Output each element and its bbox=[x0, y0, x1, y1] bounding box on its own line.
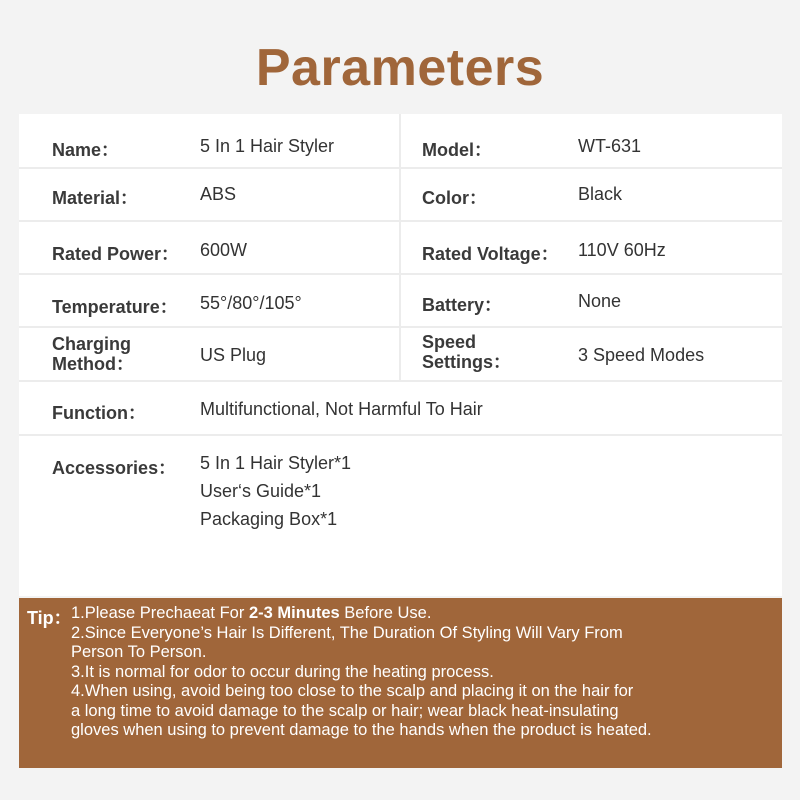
name-value: 5 In 1 Hair Styler bbox=[200, 136, 335, 156]
column-divider bbox=[399, 275, 401, 326]
tip-line-3: 3.It is normal for odor to occur during the heating process. bbox=[71, 662, 494, 681]
column-divider bbox=[399, 222, 401, 273]
battery-value: None bbox=[578, 291, 622, 311]
accessory-item: 5 In 1 Hair Styler*1 bbox=[200, 453, 352, 473]
model-value: WT-631 bbox=[578, 136, 642, 156]
accessory-item: Packaging Box*1 bbox=[200, 509, 338, 529]
tip-line-4c: gloves when using to prevent damage to the hands when the product is heated. bbox=[71, 721, 652, 739]
accessories-label: Accessories： bbox=[52, 458, 177, 478]
tip-line-1 bbox=[71, 604, 771, 624]
tip-line-2a: 2.Since Everyone’s Hair Is Different, The Duration Of Styling Will Vary From bbox=[71, 623, 623, 642]
charging-method-label-line2: Method： bbox=[52, 354, 134, 374]
tip-line-4b: a long time to avoid damage to the scalp or hair; wear black heat-insulating bbox=[71, 701, 619, 720]
tip-line-2b: Person To Person. bbox=[71, 643, 207, 661]
column-divider bbox=[399, 114, 401, 167]
speed-settings-label-line1: Speed bbox=[422, 332, 477, 352]
material-value: ABS bbox=[200, 184, 237, 204]
rated-voltage-value: 110V 60Hz bbox=[578, 240, 666, 260]
table-row bbox=[19, 222, 782, 275]
table-row bbox=[19, 328, 782, 382]
table-row bbox=[19, 114, 782, 169]
tip-line-1-pre: 1.Please Prechaeat For bbox=[71, 604, 249, 622]
function-label: Function： bbox=[52, 403, 146, 423]
table-row bbox=[19, 436, 782, 596]
column-divider bbox=[399, 328, 401, 380]
tip-box bbox=[19, 598, 782, 768]
material-label: Material： bbox=[52, 188, 139, 208]
charging-method-label bbox=[52, 334, 134, 374]
battery-label: Battery： bbox=[422, 295, 503, 315]
model-label: Model： bbox=[422, 140, 492, 160]
name-label: Name： bbox=[52, 140, 120, 160]
table-row bbox=[19, 382, 782, 436]
temperature-value: 55°/80°/105° bbox=[200, 293, 302, 313]
tip-label: Tip： bbox=[27, 608, 72, 628]
tip-text bbox=[71, 604, 771, 741]
rated-voltage-label: Rated Voltage： bbox=[422, 244, 559, 264]
charging-method-label-line1: Charging bbox=[52, 334, 131, 354]
temperature-label: Temperature： bbox=[52, 297, 178, 317]
speed-settings-value: 3 Speed Modes bbox=[578, 345, 705, 365]
page-title: Parameters bbox=[255, 39, 545, 97]
column-divider bbox=[399, 169, 401, 220]
rated-power-label: Rated Power： bbox=[52, 244, 180, 264]
tip-line-1-bold: 2-3 Minutes bbox=[248, 604, 340, 622]
charging-method-value: US Plug bbox=[200, 345, 267, 365]
accessory-item: User‘s Guide*1 bbox=[200, 481, 322, 501]
speed-settings-label-line2: Settings： bbox=[422, 352, 512, 372]
speed-settings-label bbox=[422, 332, 511, 372]
tip-line-4a: 4.When using, avoid being too close to the scalp and placing it on the hair for bbox=[71, 682, 634, 700]
color-label: Color： bbox=[422, 188, 487, 208]
tip-line-1-post: Before Use. bbox=[339, 604, 432, 622]
rated-power-value: 600W bbox=[200, 240, 248, 260]
table-row bbox=[19, 275, 782, 328]
parameters-table bbox=[19, 114, 782, 596]
accessories-list bbox=[200, 449, 351, 533]
color-value: Black bbox=[578, 184, 623, 204]
table-row bbox=[19, 169, 782, 222]
function-value: Multifunctional, Not Harmful To Hair bbox=[200, 399, 483, 419]
